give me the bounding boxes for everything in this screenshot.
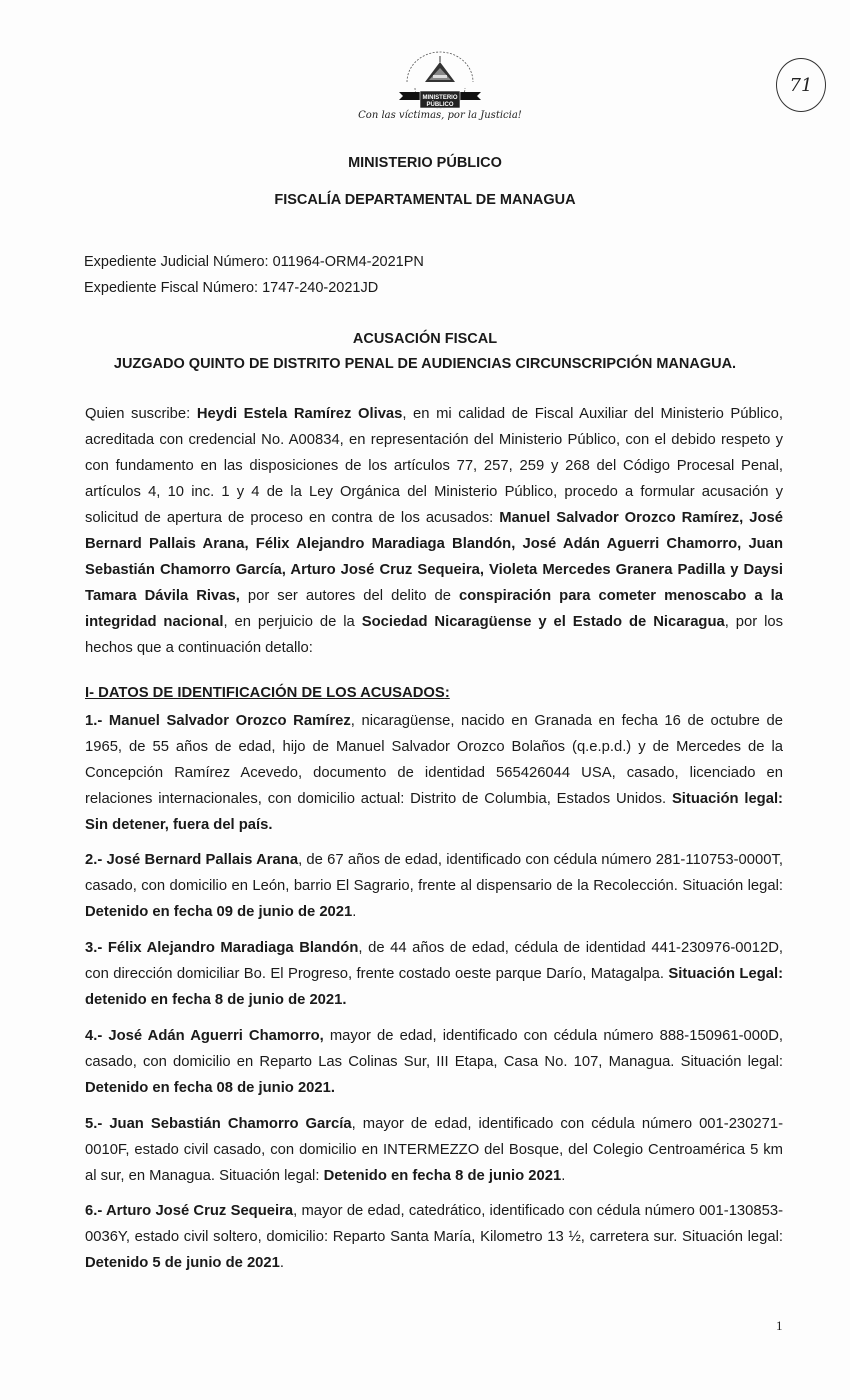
intro-text: Quien suscribe: [85, 406, 197, 422]
accused-entry-3: 3.- Félix Alejandro Maradiaga Blandón, de 44 años de edad, cédula de identidad 441-230976-0012D, con dirección domiciliar Bo. El Progreso, frente costado oeste parque Darío, Matagalpa. Situación Legal: detenido en fecha 8 de junio de 2021. [85, 940, 783, 1008]
institution-title: MINISTERIO PÚBLICO [348, 155, 502, 171]
ministerio-publico-logo [355, 48, 525, 130]
court-name: JUZGADO QUINTO DE DISTRITO PENAL DE AUDIENCIAS CIRCUNSCRIPCIÓN MANAGUA. [113, 356, 737, 372]
office-subtitle: FISCALÍA DEPARTAMENTAL DE MANAGUA [274, 192, 576, 208]
accused-name: Félix Alejandro Maradiaga Blandón [107, 940, 359, 956]
document-title: ACUSACIÓN FISCAL [352, 331, 498, 347]
accused-entry-2: 2.- José Bernard Pallais Arana, de 67 años de edad, identificado con cédula número 281-110753-0000T, casado, con domicilio en León, barrio El Sagrario, frente al dispensario de la Recolección. Situación legal: Detenido en fecha 09 de junio de 2021. [85, 852, 783, 920]
intro-text: , en perjuicio de la [223, 614, 362, 630]
accused-name: Manuel Salvador Orozco Ramírez [108, 713, 351, 729]
legal-status: Situación Legal: detenido en fecha 8 de junio de 2021. [85, 966, 783, 1008]
accused-name: Arturo José Cruz Sequeira [105, 1203, 294, 1219]
intro-paragraph [85, 401, 783, 661]
expediente-judicial: Expediente Judicial Número: 011964-ORM4-2021PN [84, 254, 424, 270]
accused-entry-5: 5.- Juan Sebastián Chamorro García, mayor de edad, identificado con cédula número 001-230271-0010F, estado civil casado, con domicilio en INTERMEZZO del Bosque, del Colegio Centroamérica 5 km al sur, en Managua. Situación legal: Detenido en fecha 8 de junio 2021. [85, 1116, 783, 1184]
svg-text:PÚBLICO: PÚBLICO [426, 102, 454, 108]
emblem-icon [385, 48, 495, 110]
intro-text: , en mi calidad de Fiscal Auxiliar del Ministerio Público, acreditada con credencial No. A00834, en representación del Ministerio Público, con el debido respeto y con fundamento en las disposiciones de los artículos 77, 257, 259 y 268 del Código Procesal Penal, artículos 4, 10 inc. 1 y 4 de la Ley Orgánica del Ministerio Público, procedo a formular acusación y solicitud de apertura de proceso en contra de los acusados: [85, 406, 784, 526]
intro-text: por ser autores del delito de [239, 588, 460, 604]
accused-entry-1: 1.- Manuel Salvador Orozco Ramírez, nicaragüense, nacido en Granada en fecha 16 de octubre de 1965, de 55 años de edad, hijo de Manuel Salvador Orozco Bolaños (q.e.p.d.) y de Mercedes de la Concepción Ramírez Acevedo, documento de identidad 565426044 USA, casado, licenciado en relaciones internacionales, con domicilio actual: Distrito de Columbia, Estados Unidos. Situación legal: Sin detener, fuera del país. [85, 713, 783, 833]
legal-status: Detenido 5 de junio de 2021 [85, 1255, 280, 1271]
legal-status: Situación legal: Sin detener, fuera del país. [85, 791, 783, 833]
legal-status: Detenido en fecha 09 de junio de 2021 [85, 904, 353, 920]
accused-name: José Adán Aguerri Chamorro, [108, 1028, 324, 1044]
legal-status: Detenido en fecha 8 de junio 2021 [323, 1168, 562, 1184]
crime-name: conspiración para cometer menoscabo a la integridad nacional [85, 588, 783, 630]
logo-motto: Con las víctimas, por la Justicia! [358, 110, 522, 121]
accused-list: Manuel Salvador Orozco Ramírez, José Bernard Pallais Arana, Félix Alejandro Maradiaga Blandón, José Adán Aguerri Chamorro, Juan Sebastián Chamorro García, Arturo José Cruz Sequeira, Violeta Mercedes Granera Padilla y Daysi Tamara Dávila Rivas, [85, 510, 783, 604]
section-heading: I- DATOS DE IDENTIFICACIÓN DE LOS ACUSADOS: [85, 685, 450, 701]
accused-entry-4: 4.- José Adán Aguerri Chamorro, mayor de edad, identificado con cédula número 888-150961-000D, casado, con domicilio en Reparto Las Colinas Sur, III Etapa, Casa No. 107, Managua. Situación legal: Detenido en fecha 08 de junio 2021. [85, 1028, 783, 1096]
page-number: 1 [776, 1318, 783, 1333]
prosecutor-name: Heydi Estela Ramírez Olivas [196, 406, 403, 422]
victim-name: Sociedad Nicaragüense y el Estado de Nicaragua [361, 614, 725, 630]
accused-name: José Bernard Pallais Arana [106, 852, 299, 868]
handwritten-page-stamp: 71 [776, 58, 826, 112]
expediente-fiscal: Expediente Fiscal Número: 1747-240-2021JD [84, 280, 379, 296]
intro-text: , por los hechos que a continuación detallo: [85, 614, 783, 656]
accused-name: Juan Sebastián Chamorro García [109, 1116, 352, 1132]
accused-entry-6: 6.- Arturo José Cruz Sequeira, mayor de edad, catedrático, identificado con cédula número 001-130853-0036Y, estado civil soltero, domicilio: Reparto Santa María, Kilometro 13 ½, carretera sur. Situación legal: Detenido 5 de junio de 2021. [85, 1203, 783, 1271]
svg-text:MINISTERIO: MINISTERIO [422, 95, 458, 101]
legal-status: Detenido en fecha 08 de junio 2021. [85, 1080, 335, 1096]
